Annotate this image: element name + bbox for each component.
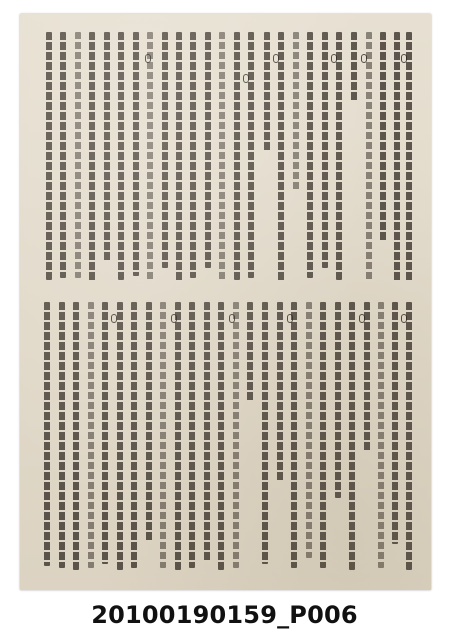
bracket-mark (359, 314, 365, 323)
bracket-mark (287, 314, 293, 323)
script-text-column (46, 32, 52, 280)
script-text-column (392, 302, 398, 544)
script-text-column (146, 302, 152, 542)
script-text-column (277, 302, 283, 482)
script-text-column (104, 32, 110, 262)
script-text-column (162, 32, 168, 268)
script-text-column (118, 32, 124, 280)
scanned-script-page (20, 14, 431, 590)
script-text-column (322, 32, 328, 268)
script-text-column (293, 32, 299, 192)
bracket-mark (401, 54, 407, 63)
script-text-column (131, 302, 137, 568)
script-text-column (306, 302, 312, 558)
script-text-column (117, 302, 123, 570)
script-text-column (364, 302, 370, 452)
bracket-mark (145, 54, 151, 63)
script-text-column (88, 302, 94, 568)
script-text-column (60, 32, 66, 278)
script-text-column (366, 32, 372, 280)
script-text-column (349, 302, 355, 570)
script-text-column (218, 302, 224, 570)
script-text-column (59, 302, 65, 568)
bracket-mark (111, 314, 117, 323)
script-text-column (160, 302, 166, 568)
script-text-column (320, 302, 326, 568)
bracket-mark (361, 54, 367, 63)
script-text-column (380, 32, 386, 242)
script-text-column (44, 302, 50, 566)
script-text-column (233, 302, 239, 568)
bracket-mark (171, 314, 177, 323)
bracket-mark (243, 74, 249, 83)
script-text-column (406, 32, 412, 282)
script-text-column (133, 32, 139, 276)
bracket-mark (229, 314, 235, 323)
script-text-column (102, 302, 108, 564)
vertical-script-text (20, 14, 431, 590)
script-text-column (73, 302, 79, 570)
script-text-column (278, 32, 284, 282)
script-text-column (75, 32, 81, 278)
script-text-column (147, 32, 153, 282)
bracket-mark (401, 314, 407, 323)
script-text-column (307, 32, 313, 278)
bracket-mark (331, 54, 337, 63)
script-text-column (378, 302, 384, 568)
script-text-column (248, 32, 254, 278)
script-text-column (175, 302, 181, 570)
script-text-column (336, 32, 342, 280)
script-text-column (291, 302, 297, 568)
script-text-column (190, 32, 196, 278)
script-text-column (189, 302, 195, 568)
script-text-column (234, 32, 240, 280)
script-text-column (89, 32, 95, 282)
bracket-mark (273, 54, 279, 63)
script-text-column (262, 302, 268, 564)
script-text-column (247, 302, 253, 402)
script-text-column (406, 302, 412, 570)
script-text-column (205, 32, 211, 268)
script-text-column (176, 32, 182, 282)
script-text-column (351, 32, 357, 102)
script-text-column (204, 302, 210, 562)
script-text-column (335, 302, 341, 498)
script-text-column (394, 32, 400, 282)
script-text-column (219, 32, 225, 282)
script-text-column (264, 32, 270, 152)
page-id-caption: 20100190159_P006 (91, 601, 358, 629)
